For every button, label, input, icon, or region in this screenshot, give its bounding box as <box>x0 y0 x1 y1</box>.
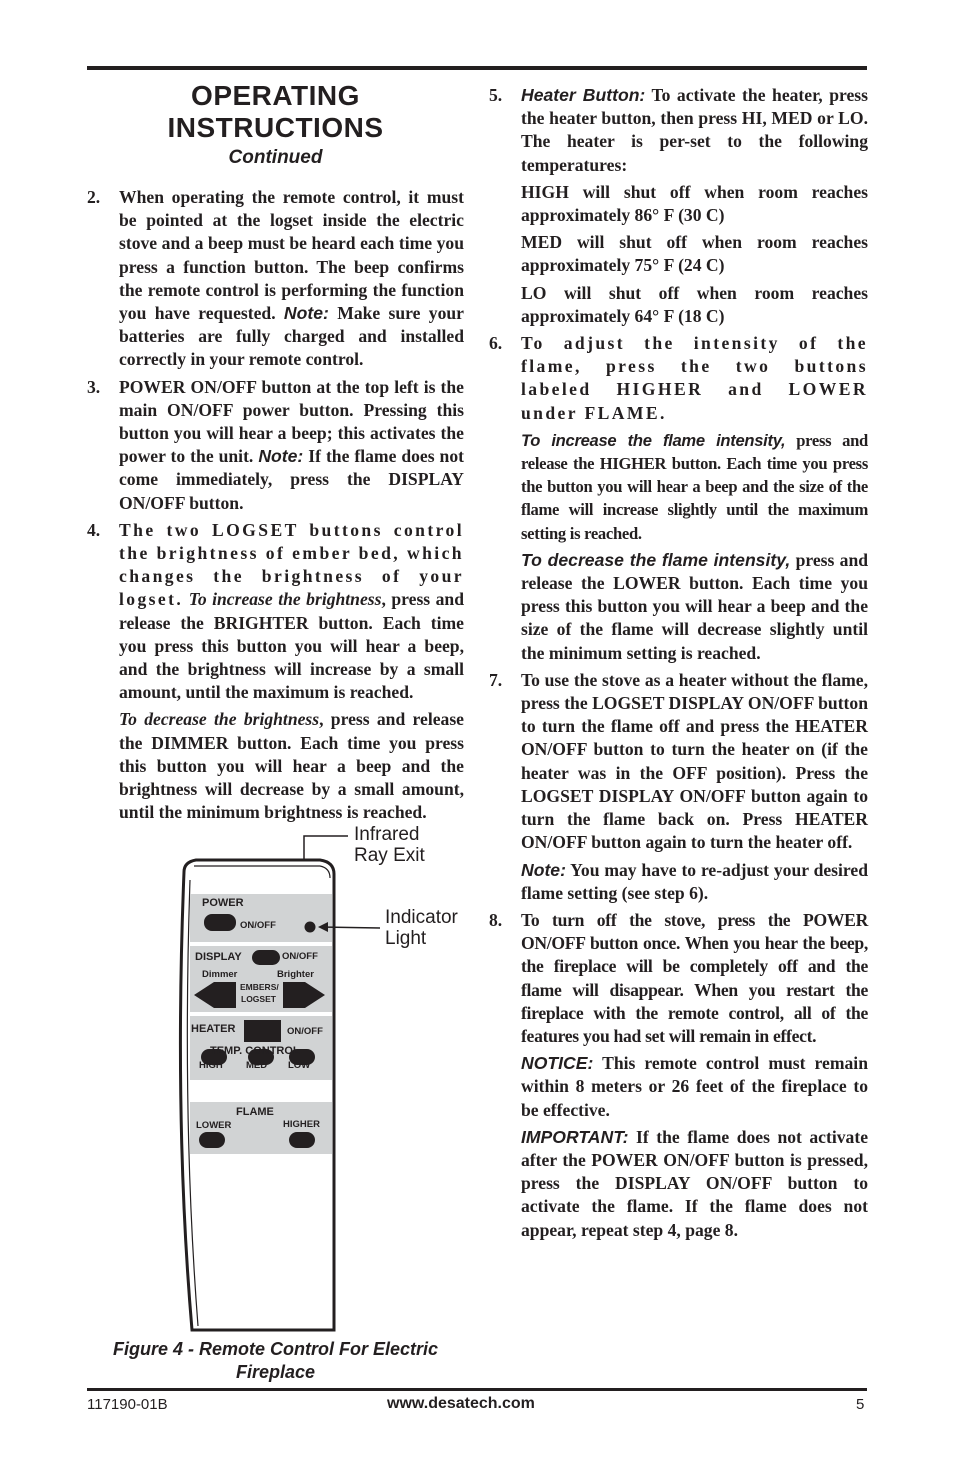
embers-label: EMBERS/ <box>240 982 279 992</box>
power-on-off-label: ON/OFF <box>240 920 276 931</box>
heater-button <box>244 1020 281 1042</box>
temp-high: HIGH will shut off when room reaches approximately 86° F (30 C) <box>521 181 868 226</box>
item-text: POWER ON/OFF button at the top left is the main ON/OFF power button. Pressing this button you will hear a beep; this activates the power to the unit. <box>119 376 464 467</box>
item-number: 5. <box>489 85 503 105</box>
item-text: , press and release the BRIGHTER button. Each time you press this button you will hear a beep, and the brightness will increase by a small amount, until the maximum is reached. <box>119 589 464 703</box>
item-paragraph <box>521 549 868 665</box>
power-button <box>204 914 236 931</box>
italic-phrase: To decrease the flame intensity, <box>521 549 791 570</box>
temp-control-label: TEMP. CONTROL <box>210 1045 300 1057</box>
indicator-label-line-2: Light <box>385 928 427 949</box>
notice-label: NOTICE: <box>521 1053 594 1074</box>
item-text: If the flame does not activate after the POWER ON/OFF button is pressed, press the DISPLAY ON/OFF button to activate the flame. If the flame does not appear, repeat step 4, page 8. <box>521 1126 869 1240</box>
infrared-leader-line <box>304 836 348 860</box>
item-number: 3. <box>87 376 101 397</box>
infrared-label-line-1: Infrared <box>354 824 420 845</box>
item-number: 6. <box>489 333 503 354</box>
item-paragraph <box>521 1052 868 1122</box>
indicator-callout <box>385 907 458 949</box>
important-label: IMPORTANT: <box>521 1126 629 1147</box>
item-paragraph <box>521 859 868 905</box>
item-paragraph <box>119 186 464 372</box>
item-paragraph: To adjust the intensity of the flame, press the two buttons labeled HIGHER and LOWER under FLAME. <box>521 333 868 423</box>
item-text: If the flame does not come immediately, press the DISPLAY ON/OFF button. <box>119 446 464 513</box>
item-text: You may have to re-adjust your desired flame setting (see step 6). <box>521 859 868 903</box>
brighter-label: Brighter <box>277 969 314 980</box>
item-number: 8. <box>489 909 503 930</box>
dimmer-label: Dimmer <box>202 969 238 980</box>
list-item <box>489 84 868 328</box>
med-label: MED <box>246 1060 268 1071</box>
item-paragraph <box>119 708 464 824</box>
item-paragraph <box>521 1126 868 1242</box>
list-item <box>87 519 464 825</box>
item-paragraph <box>119 376 464 515</box>
lower-label: LOWER <box>196 1120 232 1131</box>
website-link[interactable]: www.desatech.com <box>387 1395 535 1412</box>
display-label: DISPLAY <box>195 951 242 963</box>
page-number: 5 <box>856 1396 865 1413</box>
item-number: 2. <box>87 187 101 207</box>
power-label: POWER <box>202 897 244 909</box>
item-text: press and release the HIGHER button. Each time you press the button you will hear a beep and the size of the flame will increase slightly until the maximum setting is reached. <box>521 430 868 543</box>
note-label: Note: <box>258 446 304 467</box>
heater-label: HEATER <box>191 1023 236 1035</box>
infrared-label-line-2: Ray Exit <box>354 845 425 866</box>
figure-caption <box>87 1338 464 1384</box>
bottom-rule <box>87 1388 867 1391</box>
item-paragraph: To turn off the stove, press the POWER ON/OFF button once. When you hear the beep, the fireplace will be completely off and the flame will disappear. When you restart the fireplace with the remote control, all of the features you had set will remain in effect. <box>521 909 868 1046</box>
display-on-off-label: ON/OFF <box>282 951 318 962</box>
right-column <box>489 84 868 1246</box>
low-label: LOW <box>288 1060 311 1071</box>
item-paragraph <box>521 84 868 177</box>
display-on-off-button <box>252 950 280 965</box>
higher-label: HIGHER <box>283 1119 320 1130</box>
caption-line-1: Figure 4 - Remote Control For Electric <box>112 1339 439 1359</box>
list-item <box>489 332 868 665</box>
temp-med: MED will shut off when room reaches approximately 75° F (24 C) <box>521 232 868 276</box>
indicator-light <box>305 922 316 933</box>
indicator-leader-line <box>320 927 380 928</box>
temp-low: LO will shut off when room reaches approximately 64° F (18 C) <box>521 282 868 326</box>
item-text: This remote control must remain within 8 meters or 26 feet of the fireplace to be effective. <box>521 1053 868 1120</box>
logset-label: LOGSET <box>241 994 276 1004</box>
italic-phrase: To increase the brightness <box>188 589 382 610</box>
left-column <box>87 186 464 828</box>
item-paragraph <box>521 429 868 545</box>
item-text: press and release the LOWER button. Each time you press this button you will hear a beep and the size of the flame will decrease slightly until the minimum setting is reached. <box>521 549 869 663</box>
item-paragraph <box>119 519 464 705</box>
note-label: Note: <box>521 859 566 880</box>
caption-line-2: Fireplace <box>235 1362 316 1382</box>
italic-phrase: To increase the flame intensity, <box>521 430 786 450</box>
heater-button-label: Heater Button: <box>521 85 646 105</box>
item-paragraph: To use the stove as a heater without the flame, press the LOGSET DISPLAY ON/OFF button to turn the flame off and press the HEATER ON/OFF button to turn the heater on (if the heater was in the OFF position). Press the LOGSET DISPLAY ON/OFF button again to turn the flame back on. Press HEATER ON/OFF button again to turn the heater off. <box>521 669 868 853</box>
list-item <box>489 909 868 1242</box>
top-rule <box>87 66 867 70</box>
higher-button <box>289 1132 315 1148</box>
item-number: 4. <box>87 519 101 540</box>
indicator-label-line-1: Indicator <box>385 907 458 928</box>
flame-label: FLAME <box>236 1106 274 1118</box>
list-item <box>87 186 464 372</box>
item-text: To activate the heater, press the heater button, then press HI, MED or LO. The heater is per-set to the following temperatures: <box>521 85 868 175</box>
item-text: When operating the remote control, it must be pointed at the logset inside the electric stove and a beep must be heard each time you press a function button. The beep confirms the remote control is performing the function you have requested. <box>119 187 464 324</box>
item-text: , press and release the DIMMER button. Each time you press this button you will hear a beep and the brightness will decrease by a small amount, until the minimum brightness is reached. <box>119 709 464 823</box>
item-text: The two LOGSET buttons control the brightness of ember bed, which changes the brightness of your logset. <box>119 519 464 610</box>
note-label: Note: <box>283 303 329 324</box>
list-item <box>489 669 868 905</box>
title-line-2: INSTRUCTIONS <box>167 112 384 143</box>
infrared-callout <box>354 824 425 866</box>
doc-number: 117190-01B <box>87 1396 168 1413</box>
list-item <box>87 376 464 515</box>
heater-on-off-label: ON/OFF <box>287 1026 323 1037</box>
page-subtitle: Continued <box>228 147 323 168</box>
italic-phrase: To decrease the brightness <box>119 709 320 730</box>
title-line-1: OPERATING <box>191 80 360 111</box>
high-label: HIGH <box>199 1060 223 1071</box>
page-title <box>87 80 464 144</box>
item-number: 7. <box>489 669 503 690</box>
lower-button <box>199 1132 225 1148</box>
item-text: Make sure your batteries are fully charged and installed correctly in your remote control. <box>119 303 464 370</box>
remote-control-figure <box>170 820 470 1332</box>
